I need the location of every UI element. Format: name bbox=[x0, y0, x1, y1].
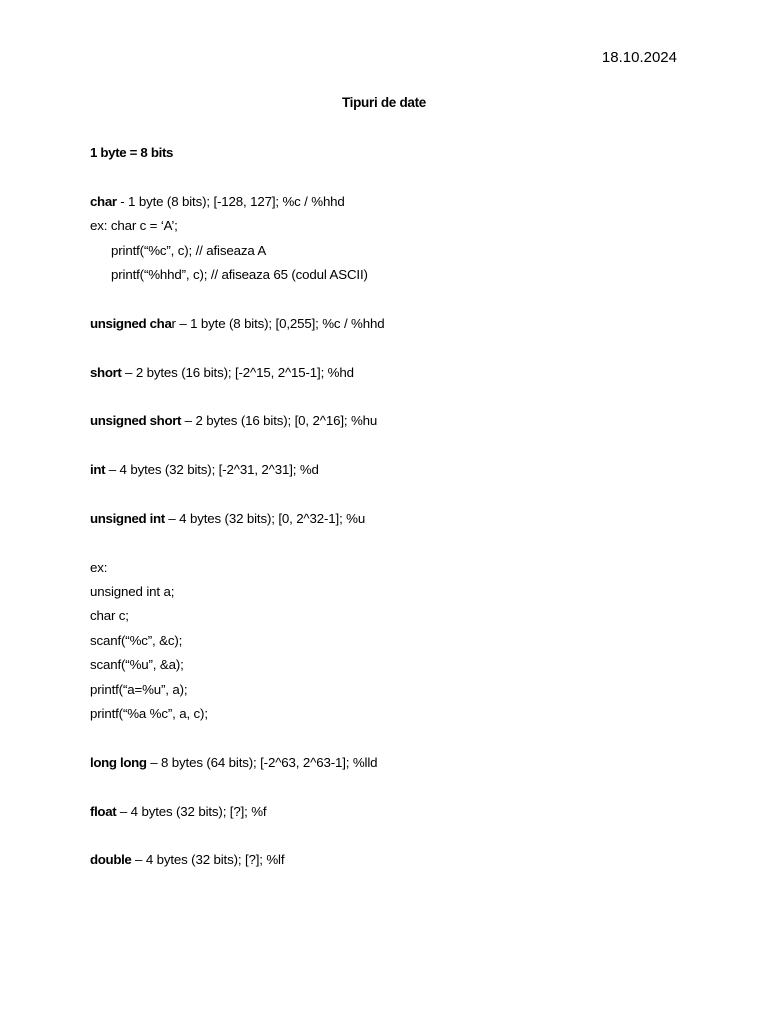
double-line bbox=[90, 848, 730, 872]
blank-line bbox=[90, 434, 730, 458]
float-line bbox=[90, 800, 730, 824]
int-type-desc: – 4 bytes (32 bits); [-2^31, 2^31]; %d bbox=[105, 462, 319, 478]
char-example-printf-hhd: printf(“%hhd”, c); // afiseaza 65 (codul ASCII) bbox=[111, 266, 368, 282]
blank-line bbox=[90, 482, 730, 506]
long-long-type-name: long long bbox=[90, 754, 147, 770]
document-date: 18.10.2024 bbox=[601, 49, 677, 66]
example-code-line: char c; bbox=[90, 608, 129, 624]
blank-line bbox=[90, 531, 730, 555]
unsigned-short-type-desc: – 2 bytes (16 bits); [0, 2^16]; %hu bbox=[181, 413, 378, 429]
long-long-line bbox=[90, 751, 730, 775]
blank-line bbox=[90, 726, 730, 750]
float-type-desc: – 4 bytes (32 bits); [?]; %f bbox=[116, 803, 267, 819]
unsigned-char-name-rest: r bbox=[171, 315, 176, 331]
unsigned-int-type-name: unsigned int bbox=[90, 510, 165, 526]
unsigned-int-type-desc: – 4 bytes (32 bits); [0, 2^32-1]; %u bbox=[164, 510, 366, 526]
document-body bbox=[90, 141, 730, 873]
unsigned-short-type-name: unsigned short bbox=[90, 413, 182, 429]
example-code-line: scanf(“%u”, &a); bbox=[90, 657, 184, 673]
long-long-type-desc: – 8 bytes (64 bits); [-2^63, 2^63-1]; %lld bbox=[146, 754, 378, 770]
char-type-desc: - 1 byte (8 bits); [-128, 127]; %c / %hhd bbox=[116, 193, 345, 209]
int-line bbox=[90, 458, 730, 482]
char-type-name: char bbox=[90, 193, 117, 209]
example-code-line: scanf(“%c”, &c); bbox=[90, 632, 183, 648]
short-line bbox=[90, 361, 730, 385]
blank-line bbox=[90, 385, 730, 409]
example-code-line: unsigned int a; bbox=[90, 584, 175, 600]
unsigned-char-type-desc: – 1 byte (8 bits); [0,255]; %c / %hhd bbox=[175, 315, 385, 331]
char-line bbox=[90, 190, 730, 214]
example-code-line: printf(“%a %c”, a, c); bbox=[90, 705, 208, 721]
float-type-name: float bbox=[90, 803, 117, 819]
unsigned-char-line bbox=[90, 312, 730, 336]
double-type-desc: – 4 bytes (32 bits); [?]; %lf bbox=[131, 852, 285, 868]
blank-line bbox=[90, 165, 730, 189]
double-type-name: double bbox=[90, 852, 132, 868]
unsigned-char-type-name: unsigned cha bbox=[90, 315, 172, 331]
blank-line bbox=[90, 775, 730, 799]
short-type-name: short bbox=[90, 364, 122, 380]
char-example-decl: ex: char c = ‘A’; bbox=[90, 218, 178, 234]
short-type-desc: – 2 bytes (16 bits); [-2^15, 2^15-1]; %hd bbox=[121, 364, 354, 380]
char-example-printf-c: printf(“%c”, c); // afiseaza A bbox=[111, 242, 267, 258]
unsigned-short-line bbox=[90, 409, 730, 433]
unsigned-int-line bbox=[90, 507, 730, 531]
document-title: Tipuri de date bbox=[341, 95, 427, 110]
blank-line bbox=[90, 287, 730, 311]
int-type-name: int bbox=[90, 462, 106, 478]
example-code-line: printf(“a=%u”, a); bbox=[90, 681, 188, 697]
byte-definition: 1 byte = 8 bits bbox=[90, 145, 174, 160]
example-label: ex: bbox=[90, 559, 108, 575]
blank-line bbox=[90, 336, 730, 360]
blank-line bbox=[90, 824, 730, 848]
